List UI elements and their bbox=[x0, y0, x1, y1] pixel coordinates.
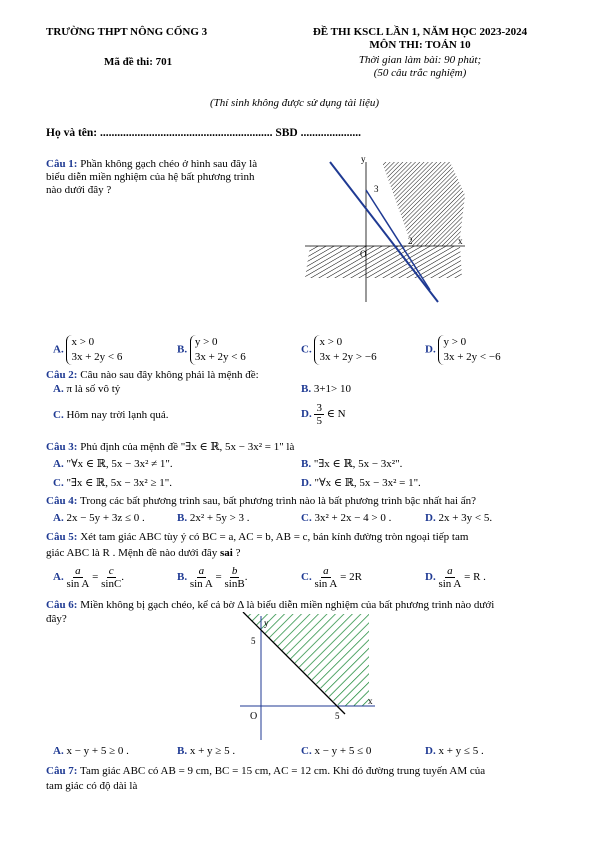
school-name: TRƯỜNG THPT NÔNG CỐNG 3 bbox=[46, 26, 208, 38]
q4-stem: Câu 4: Trong các bất phương trình sau, bất phương trình nào là bất phương trình bậc nhất hai ẩn? bbox=[46, 495, 477, 507]
q6-option-c[interactable]: C. x − y + 5 ≤ 0 bbox=[301, 745, 372, 757]
q1-option-c[interactable]: C. x > 0 3x + 2y > −6 bbox=[301, 336, 377, 363]
q7-line1: Câu 7: Tam giác ABC có AB = 9 cm, BC = 15 cm, AC = 12 cm. Khi đó đường trung tuyến AM của bbox=[46, 765, 486, 777]
q6-option-b[interactable]: B. x + y ≥ 5 . bbox=[177, 745, 236, 757]
q1-tick-2: 2 bbox=[408, 236, 413, 246]
q2-stem: Câu 2: Câu nào sau đây không phải là mệnh đề: bbox=[46, 369, 259, 381]
exam-time: Thời gian làm bài: 90 phút; bbox=[358, 54, 482, 66]
q6-line2: đây? bbox=[46, 613, 67, 625]
exam-code: Mã đề thi: 701 bbox=[104, 56, 173, 68]
q2-option-b[interactable]: B. 3+1> 10 bbox=[301, 383, 352, 395]
name-line: Họ và tên: ............................................................ SBD ..................... bbox=[46, 127, 361, 139]
exam-title: ĐỀ THI KSCL LẦN 1, NĂM HỌC 2023-2024 bbox=[312, 26, 528, 38]
q5-option-d[interactable]: D. $\frac{a}{\text{sin A}}$ = R . bbox=[425, 565, 486, 590]
q5-line2: giác ABC là R . Mệnh đề nào dưới đây sai ? bbox=[46, 547, 241, 559]
q1-option-b[interactable]: B. y > 0 3x + 2y < 6 bbox=[177, 336, 246, 363]
q2-option-d[interactable]: D. $\frac{3}{5}$ ∈ N bbox=[301, 402, 346, 427]
q6-origin-label: O bbox=[250, 711, 258, 722]
q5-option-c[interactable]: C. $\frac{a}{\text{sin A}}$ = 2R bbox=[301, 565, 362, 590]
q2-option-a[interactable]: A. π là số vô tỷ bbox=[53, 383, 121, 395]
q4-option-b[interactable]: B. 2x² + 5y > 3 . bbox=[177, 512, 250, 524]
q3-option-c[interactable]: C. "∃x ∈ ℝ, 5x − 3x² ≥ 1". bbox=[53, 477, 172, 489]
no-documents-note: (Thí sinh không được sử dụng tài liệu) bbox=[209, 97, 380, 109]
q2-option-c[interactable]: C. Hôm nay trời lạnh quá. bbox=[53, 409, 169, 421]
q1-origin-label: O bbox=[360, 249, 367, 259]
question-count: (50 câu trắc nghiệm) bbox=[373, 67, 467, 79]
q6-x-label: x bbox=[368, 696, 373, 706]
q6-option-d[interactable]: D. x + y ≤ 5 . bbox=[425, 745, 484, 757]
q6-option-a[interactable]: A. x − y + 5 ≥ 0 . bbox=[53, 745, 129, 757]
q3-option-d[interactable]: D. "∀x ∈ ℝ, 5x − 3x² = 1". bbox=[301, 477, 421, 489]
q3-option-a[interactable]: A. "∀x ∈ ℝ, 5x − 3x² ≠ 1". bbox=[53, 458, 173, 470]
q7-line2: tam giác có độ dài là bbox=[46, 780, 138, 792]
q6-tick-5-x: 5 bbox=[335, 711, 340, 721]
q6-y-label: y bbox=[264, 618, 269, 628]
q3-stem: Câu 3: Phủ định của mệnh đề "∃x ∈ ℝ, 5x − 3x² = 1" là bbox=[46, 441, 295, 453]
q5-line1: Câu 5: Xét tam giác ABC tùy ý có BC = a, AC = b, AB = c, bán kính đường tròn ngoại tiếp tam bbox=[46, 531, 469, 543]
q1-tick-3: 3 bbox=[374, 184, 379, 194]
q4-option-a[interactable]: A. 2x − 5y + 3z ≤ 0 . bbox=[53, 512, 145, 524]
q4-option-c[interactable]: C. 3x² + 2x − 4 > 0 . bbox=[301, 512, 392, 524]
q5-option-a[interactable]: A. $\frac{a}{\text{sin A}}$ = $\frac{c}{\sin C}$ . bbox=[53, 565, 125, 590]
q6-figure bbox=[235, 612, 385, 742]
q4-option-d[interactable]: D. 2x + 3y < 5. bbox=[425, 512, 493, 524]
q1-x-label: x bbox=[458, 236, 463, 246]
q1-hatch-bottom bbox=[305, 246, 462, 278]
q1-option-d[interactable]: D. y > 0 3x + 2y < −6 bbox=[425, 336, 501, 363]
exam-subject: MÔN THI: TOÁN 10 bbox=[369, 39, 471, 51]
q5-option-b[interactable]: B. $\frac{a}{\text{sin A}}$ = $\frac{b}{\sin B}$ . bbox=[177, 565, 248, 590]
q6-line1: Câu 6: Miền không bị gạch chéo, kể cả bờ Δ là biểu diễn miền nghiệm của bất phương trình nào dưới bbox=[46, 599, 495, 611]
q1-y-label: y bbox=[361, 154, 366, 164]
q3-option-b[interactable]: B. "∃x ∈ ℝ, 5x − 3x²". bbox=[301, 458, 403, 470]
q1-option-a[interactable]: A. x > 0 3x + 2y < 6 bbox=[53, 336, 123, 363]
q6-tick-5-y: 5 bbox=[251, 636, 256, 646]
q1-line2: biểu diễn miền nghiệm của hệ bất phương trình bbox=[46, 171, 255, 183]
q1-line1: Câu 1: Phần không gạch chéo ở hình sau đây là bbox=[46, 158, 258, 170]
q1-figure bbox=[300, 150, 480, 320]
q1-line3: nào dưới đây ? bbox=[46, 184, 112, 196]
